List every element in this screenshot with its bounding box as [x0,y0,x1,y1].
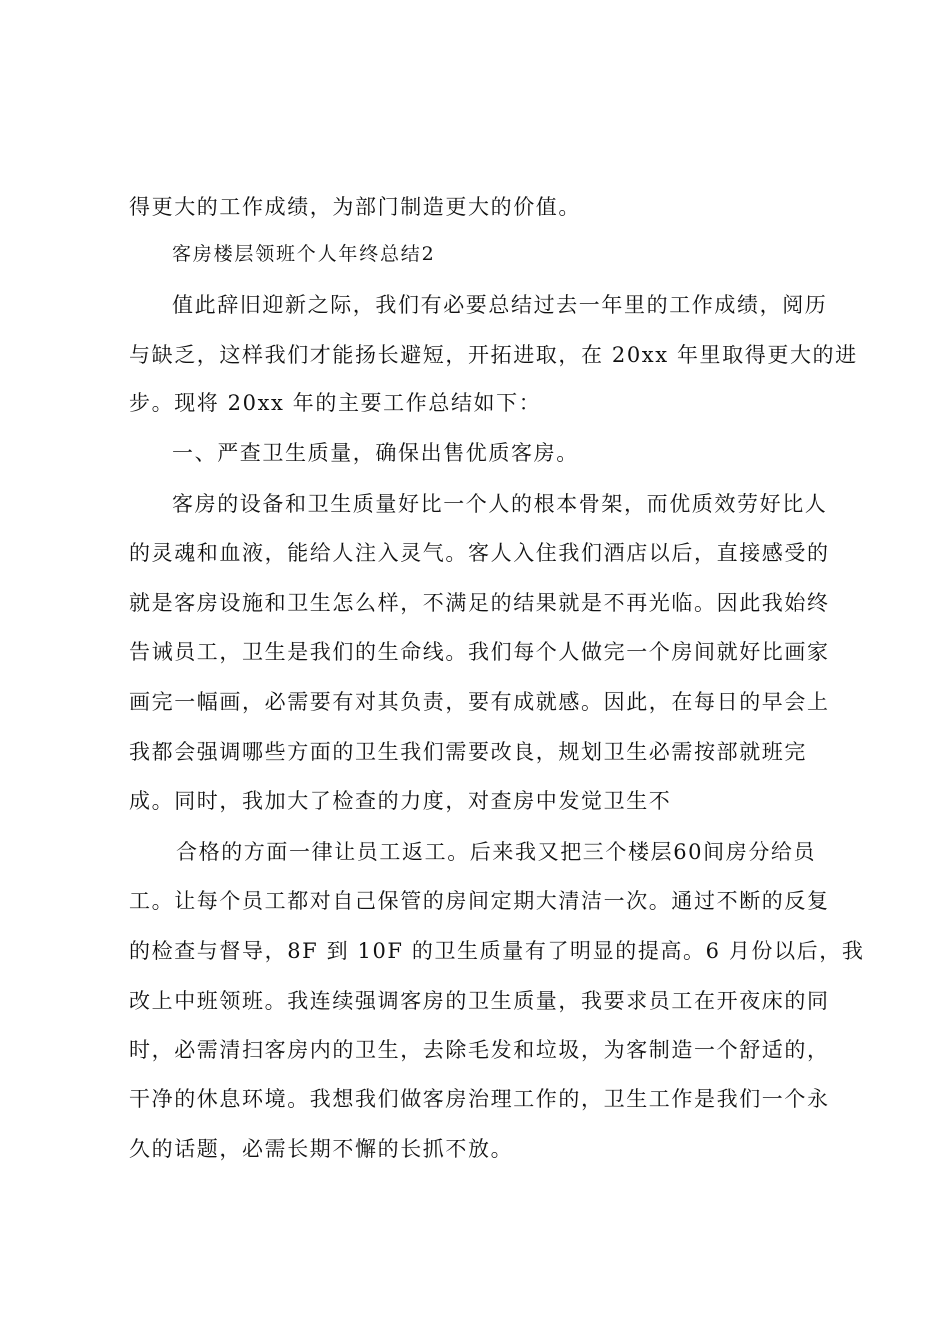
text-line: 干净的休息环境。我想我们做客房治理工作的，卫生工作是我们一个永 [129,1087,830,1111]
text-line: 我都会强调哪些方面的卫生我们需要改良，规划卫生必需按部就班完 [129,740,807,764]
text-line: 时，必需清扫客房内的卫生，去除毛发和垃圾，为客制造一个舒适的， [129,1038,830,1062]
text-line: 工。让每个员工都对自己保管的房间定期大清洁一次。通过不断的反复 [129,889,830,913]
text-line: 与缺乏，这样我们才能扬长避短，开拓进取，在 20xx 年里取得更大的进 [129,343,858,367]
text-line: 成。同时，我加大了检查的力度，对查房中发觉卫生不 [129,789,672,813]
text-line: 客房的设备和卫生质量好比一个人的根本骨架，而优质效劳好比人 [172,492,828,516]
text-line: 告诫员工，卫生是我们的生命线。我们每个人做完一个房间就好比画家 [129,640,830,664]
text-line: 画完一幅画，必需要有对其负责，要有成就感。因此，在每日的早会上 [129,690,830,714]
text-line: 久的话题，必需长期不懈的长抓不放。 [129,1137,514,1161]
text-line: 得更大的工作成绩，为部门制造更大的价值。 [129,195,581,219]
section-heading: 客房楼层领班个人年终总结2 [172,243,436,265]
text-line: 值此辞旧迎新之际，我们有必要总结过去一年里的工作成绩，阅历 [172,293,828,317]
text-line: 的检查与督导，8F 到 10F 的卫生质量有了明显的提高。6 月份以后，我 [129,939,865,963]
text-line: 改上中班领班。我连续强调客房的卫生质量，我要求员工在开夜床的同 [129,989,830,1013]
text-line: 步。现将 20xx 年的主要工作总结如下： [129,391,542,415]
text-line: 合格的方面一律让员工返工。后来我又把三个楼层60间房分给员 [176,840,817,864]
subheading: 一、严查卫生质量，确保出售优质客房。 [172,441,579,465]
text-line: 的灵魂和血液，能给人注入灵气。客人入住我们酒店以后，直接感受的 [129,541,830,565]
text-line: 就是客房设施和卫生怎么样，不满足的结果就是不再光临。因此我始终 [129,591,830,615]
